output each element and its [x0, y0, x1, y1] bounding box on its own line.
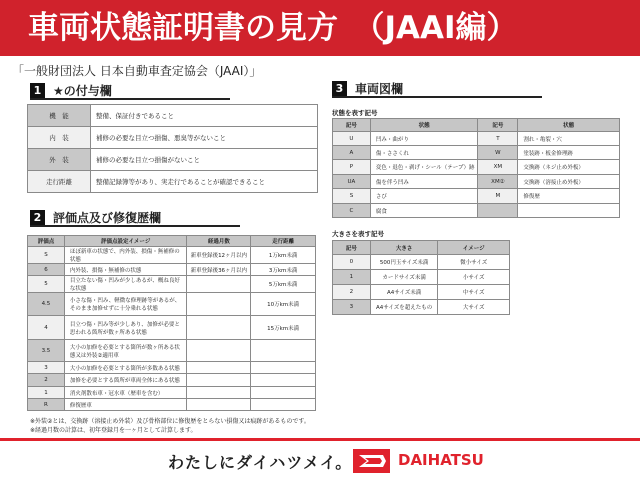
table-row	[28, 276, 316, 293]
table-row	[28, 362, 316, 374]
table-cell: R	[28, 399, 65, 411]
table-cell: 割れ・亀裂・穴	[518, 132, 620, 146]
row-text: 整備、保証付きであること	[91, 105, 318, 127]
table-cell: 内外装、損傷・無補修の状態	[64, 264, 187, 276]
size-symbols-table	[332, 240, 510, 315]
size-symbols-label: 大きさを表す記号	[332, 230, 384, 238]
note: ※経過月数の計算は、初年登録月を一ヶ月として計算します。	[30, 427, 197, 434]
table-cell	[187, 387, 251, 399]
note: ※外装②とは、交換跡（溶接止め外装）及び骨格部位に修復歴をとらない損傷又は痕跡があるものです。	[30, 418, 310, 425]
table-row	[28, 340, 316, 362]
table-row	[28, 149, 318, 171]
column-header: 状態	[518, 119, 620, 132]
table-cell: T	[478, 132, 518, 146]
table-row	[333, 285, 510, 300]
state-symbols-label: 状態を表す記号	[332, 109, 378, 117]
table-cell: 大小の加修を必要とする箇所が多数ある状態	[64, 362, 187, 374]
table-cell: U	[333, 132, 371, 146]
table-cell: 2	[28, 374, 65, 387]
table-row	[333, 255, 510, 270]
table-cell	[251, 374, 316, 387]
row-text: 補修の必要な目立つ損傷、悪臭等がないこと	[91, 127, 318, 149]
table-cell: 腐食	[370, 204, 478, 218]
table-cell: W	[478, 146, 518, 160]
table-row	[28, 171, 318, 193]
table-cell: M	[478, 189, 518, 204]
table-cell: 傷を伴う凹み	[370, 175, 478, 189]
table-cell: 凹み・曲がり	[370, 132, 478, 146]
row-text: 補修の必要な目立つ損傷がないこと	[91, 149, 318, 171]
column-header: 記号	[333, 119, 371, 132]
slogan-logo: わたしにダイハツメイ。	[168, 453, 353, 472]
table-cell: 5万km未満	[251, 276, 316, 293]
table-cell: 10万km未満	[251, 293, 316, 316]
section1-header	[30, 82, 230, 100]
table-cell: 消火剤散布車・冠水車（歴車を含む）	[64, 387, 187, 399]
section-title: 車両図欄	[355, 81, 404, 96]
table-row	[333, 300, 510, 315]
table-cell: XM	[478, 160, 518, 175]
row-label: 走行距離	[28, 171, 91, 193]
table-row	[28, 247, 316, 264]
table-cell: さび	[370, 189, 478, 204]
table-cell: 小サイズ	[438, 270, 510, 285]
table-cell: 大サイズ	[438, 300, 510, 315]
table-cell: 小さな傷・凹み、軽微な修理跡等があるが、そのまま加修せずに十分乗れる状態	[64, 293, 187, 316]
table-row	[333, 189, 620, 204]
section3-header	[332, 80, 542, 98]
table-cell: 新車登録後36ヶ月以内	[187, 264, 251, 276]
table-cell: 0	[333, 255, 371, 270]
section-title: 評価点及び修復歴欄	[53, 210, 162, 225]
notes	[30, 417, 310, 435]
table-cell: 新車登録後12ヶ月以内	[187, 247, 251, 264]
star-table	[27, 104, 318, 193]
section2-header	[30, 209, 240, 227]
table-cell: 大小の加修を必要とする箇所が数ヶ所ある状態又は外装②適用車	[64, 340, 187, 362]
table-cell: S	[333, 189, 371, 204]
organization-name: 「一般財団法人 日本自動車査定協会（JAAI）」	[12, 64, 262, 78]
column-header: 評価点	[28, 236, 65, 247]
table-cell	[251, 362, 316, 374]
table-row	[333, 160, 620, 175]
table-cell: 目立つ傷・凹み等が少しあり、加修が必要と思われる箇所が数ヶ所ある状態	[64, 316, 187, 340]
table-cell: UA	[333, 175, 371, 189]
column-header: 状態	[370, 119, 478, 132]
table-cell: 交換跡（ネジ止め外板）	[518, 160, 620, 175]
table-cell: C	[333, 204, 371, 218]
table-cell: 3万km未満	[251, 264, 316, 276]
table-cell: 2	[333, 285, 371, 300]
table-cell: 傷・ささくれ	[370, 146, 478, 160]
section-title: ★の付与欄	[53, 83, 112, 98]
section-number: 2	[30, 210, 45, 225]
table-cell: 15万km未満	[251, 316, 316, 340]
row-label: 内 装	[28, 127, 91, 149]
table-cell	[518, 204, 620, 218]
table-cell: カードサイズ未満	[370, 270, 438, 285]
table-cell: 交換跡（溶接止め外板）	[518, 175, 620, 189]
table-row	[333, 204, 620, 218]
table-cell: 5	[28, 276, 65, 293]
table-row	[28, 293, 316, 316]
table-cell	[251, 387, 316, 399]
table-row	[28, 264, 316, 276]
daihatsu-logo-icon	[353, 449, 390, 473]
table-row	[28, 399, 316, 411]
table-cell: 1	[28, 387, 65, 399]
table-cell: ほぼ新車の状態で、内外装、損傷・無補修の状態	[64, 247, 187, 264]
table-cell	[251, 340, 316, 362]
table-cell: A	[333, 146, 371, 160]
rating-table	[27, 235, 316, 411]
table-cell: A4サイズ未満	[370, 285, 438, 300]
row-text: 整備記録簿等があり、実走行であることが確認できること	[91, 171, 318, 193]
table-cell: 6	[28, 264, 65, 276]
column-header: 評価点設定イメージ	[64, 236, 187, 247]
column-header: 大きさ	[370, 241, 438, 255]
table-cell: 1	[333, 270, 371, 285]
table-row	[333, 270, 510, 285]
brand-name: DAIHATSU	[398, 451, 484, 469]
table-cell	[251, 399, 316, 411]
page-title: 車両状態証明書の見方 （JAAI編）	[0, 0, 640, 56]
table-row	[28, 374, 316, 387]
table-cell	[187, 399, 251, 411]
section-number: 1	[30, 83, 45, 98]
table-cell: 変色・退色・剥げ・シール（テープ）跡	[370, 160, 478, 175]
table-cell	[187, 340, 251, 362]
section-number: 3	[332, 81, 347, 96]
table-row	[28, 387, 316, 399]
table-row	[28, 127, 318, 149]
table-cell	[478, 204, 518, 218]
table-cell: 修復歴車	[64, 399, 187, 411]
table-cell: 3.5	[28, 340, 65, 362]
table-cell: 4	[28, 316, 65, 340]
table-cell: A4サイズを超えたもの	[370, 300, 438, 315]
table-cell: P	[333, 160, 371, 175]
table-cell	[187, 293, 251, 316]
table-cell	[187, 276, 251, 293]
row-label: 外 装	[28, 149, 91, 171]
table-cell: 目立たない傷・凹みが少しあるが、概ね良好な状態	[64, 276, 187, 293]
column-header: 経過月数	[187, 236, 251, 247]
divider	[0, 438, 640, 441]
table-cell: 中サイズ	[438, 285, 510, 300]
column-header: 記号	[333, 241, 371, 255]
table-row	[333, 146, 620, 160]
table-cell: XM②	[478, 175, 518, 189]
table-cell: S	[28, 247, 65, 264]
table-row	[28, 105, 318, 127]
table-row	[333, 132, 620, 146]
state-symbols-table	[332, 118, 620, 218]
table-cell	[187, 374, 251, 387]
table-row	[28, 316, 316, 340]
column-header: イメージ	[438, 241, 510, 255]
table-cell: 修復歴	[518, 189, 620, 204]
table-cell: 1万km未満	[251, 247, 316, 264]
table-cell: 3	[333, 300, 371, 315]
column-header: 走行距離	[251, 236, 316, 247]
table-cell	[187, 362, 251, 374]
table-cell	[187, 316, 251, 340]
table-cell: 塗装跡・板金修理跡	[518, 146, 620, 160]
table-cell: 微小サイズ	[438, 255, 510, 270]
table-cell: 4.5	[28, 293, 65, 316]
table-cell: 加修を必要とする箇所が車両全体にある状態	[64, 374, 187, 387]
table-cell: 500円玉サイズ未満	[370, 255, 438, 270]
table-row	[333, 175, 620, 189]
column-header: 記号	[478, 119, 518, 132]
table-cell: 3	[28, 362, 65, 374]
row-label: 機 能	[28, 105, 91, 127]
